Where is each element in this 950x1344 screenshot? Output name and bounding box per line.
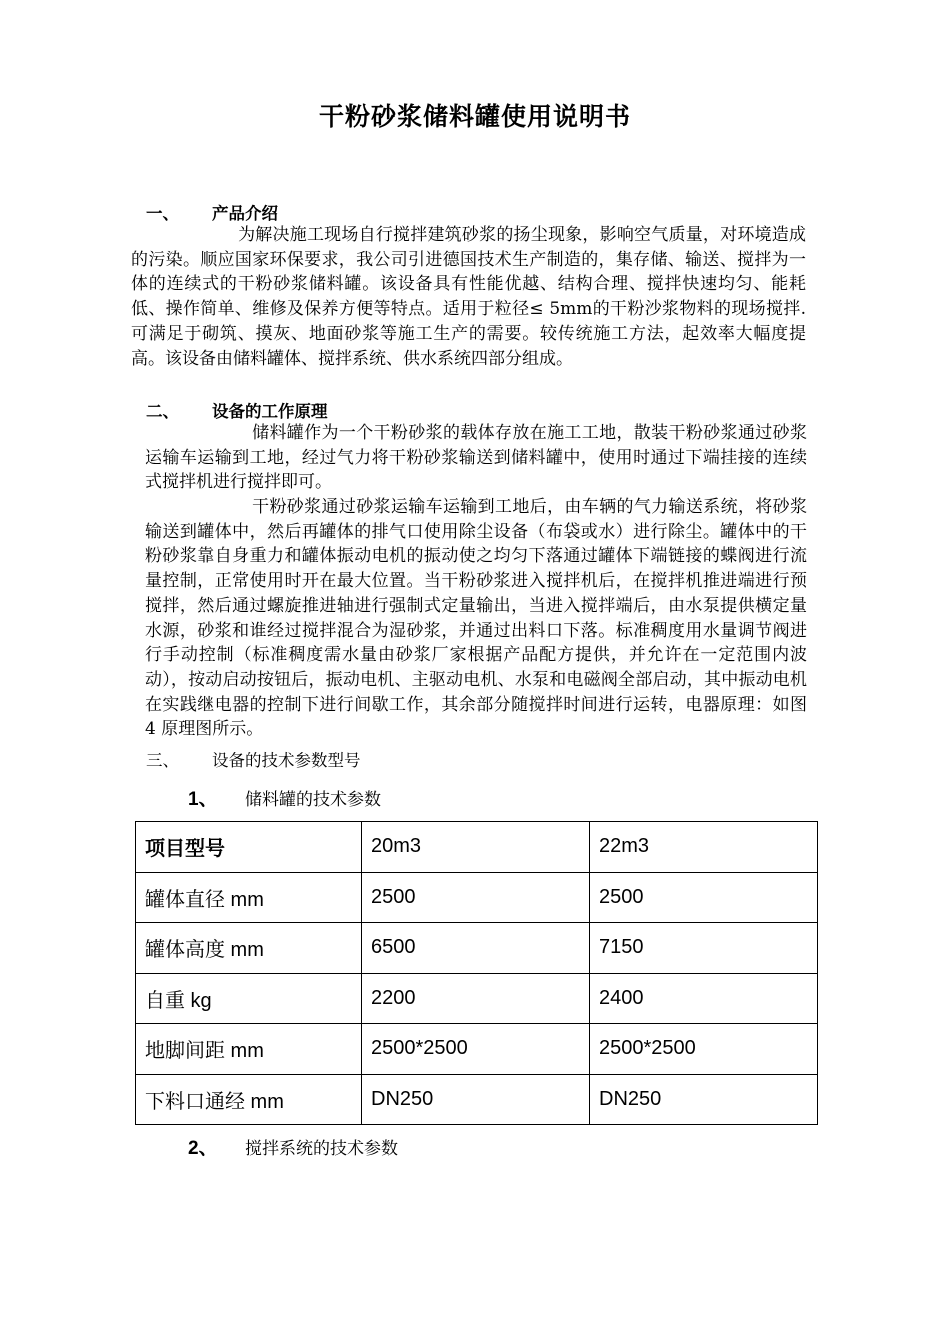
subsection-number: 2、: [188, 1138, 218, 1159]
table-header-row: [136, 822, 818, 873]
table-cell: 下料口通经 mm: [136, 1074, 362, 1125]
section-heading-2: [146, 398, 328, 422]
table-cell: 2400: [590, 973, 818, 1024]
table-cell: 罐体直径 mm: [136, 872, 362, 923]
table-cell: 20m3: [362, 822, 590, 873]
table-cell: 7150: [590, 923, 818, 974]
paragraph-product-intro: 为解决施工现场自行搅拌建筑砂浆的扬尘现象，影响空气质量，对环境造成的污染。顺应国家环保要求，我公司引进德国技术生产制造的，集存储、输送、搅拌为一体的连续式的干粉砂浆储料罐。该设备具有性能优越、结构合理、搅拌快速均匀、能耗低、操作简单、维修及保养方便等特点。适用于粒径≤ 5mm的干粉沙浆物料的现场搅拌.可满足于砌筑、摸灰、地面砂浆等施工生产的需要。较传统施工方法，起效率大幅度提高。该设备由储料罐体、搅拌系统、供水系统四部分组成。: [131, 225, 806, 369]
section-title: 设备的工作原理: [212, 402, 328, 421]
table-cell: 6500: [362, 923, 590, 974]
table-cell: DN250: [362, 1074, 590, 1125]
subsection-title: 搅拌系统的技术参数: [245, 1139, 398, 1159]
table-cell: 2500: [362, 872, 590, 923]
section-number: 一、: [146, 204, 179, 223]
table-row: [136, 1024, 818, 1075]
section-number: 二、: [146, 402, 179, 421]
table-cell: 2500: [590, 872, 818, 923]
table-cell: 2200: [362, 973, 590, 1024]
document-title: 干粉砂浆储料罐使用说明书: [318, 102, 631, 131]
tank-spec-table: [135, 821, 818, 1125]
paragraph-working-principle-1: 储料罐作为一个干粉砂浆的载体存放在施工工地，散装干粉砂浆通过砂浆运输车运输到工地，经过气力将干粉砂浆输送到储料罐中，使用时通过下端挂接的连续式搅拌机进行搅拌即可。: [145, 423, 807, 493]
table-row: [136, 923, 818, 974]
section-heading-1: [146, 200, 278, 224]
table-cell: DN250: [590, 1074, 818, 1125]
subsection-1: [188, 784, 381, 811]
table-cell: 项目型号: [136, 822, 362, 873]
subsection-title: 储料罐的技术参数: [245, 790, 381, 810]
table-cell: 罐体高度 mm: [136, 923, 362, 974]
table-row: [136, 973, 818, 1024]
section-title: 产品介绍: [212, 204, 278, 223]
subsection-number: 1、: [188, 789, 218, 810]
subsection-2: [188, 1133, 398, 1160]
section-number: 三、: [146, 751, 179, 770]
table-cell: 2500*2500: [362, 1024, 590, 1075]
table-cell: 地脚间距 mm: [136, 1024, 362, 1075]
section-title: 设备的技术参数型号: [212, 751, 361, 770]
section-heading-3: [146, 747, 361, 771]
paragraph-working-principle-2: 干粉砂浆通过砂浆运输车运输到工地后，由车辆的气力输送系统，将砂浆输送到罐体中，然后再罐体的排气口使用除尘设备（布袋或水）进行除尘。罐体中的干粉砂浆靠自身重力和罐体振动电机的振动使之均匀下落通过罐体下端链接的蝶阀进行流量控制，正常使用时开在最大位置。当干粉砂浆进入搅拌机后，在搅拌机推进端进行预搅拌，然后通过螺旋推进轴进行强制式定量输出，当进入搅拌端后，由水泵提供横定量水源，砂浆和谁经过搅拌混合为湿砂浆，并通过出料口下落。标准稠度用水量调节阀进行手动控制（标准稠度需水量由砂浆厂家根据产品配方提供，并允许在一定范围内波动），按动启动按钮后，振动电机、主驱动电机、水泵和电磁阀全部启动，其中振动电机在实践继电器的控制下进行间歇工作，其余部分随搅拌时间进行运转，电器原理：如图 4 原理图所示。: [145, 497, 807, 740]
table-cell: 2500*2500: [590, 1024, 818, 1075]
table-cell: 自重 kg: [136, 973, 362, 1024]
table-row: [136, 872, 818, 923]
table-row: [136, 1074, 818, 1125]
table-cell: 22m3: [590, 822, 818, 873]
